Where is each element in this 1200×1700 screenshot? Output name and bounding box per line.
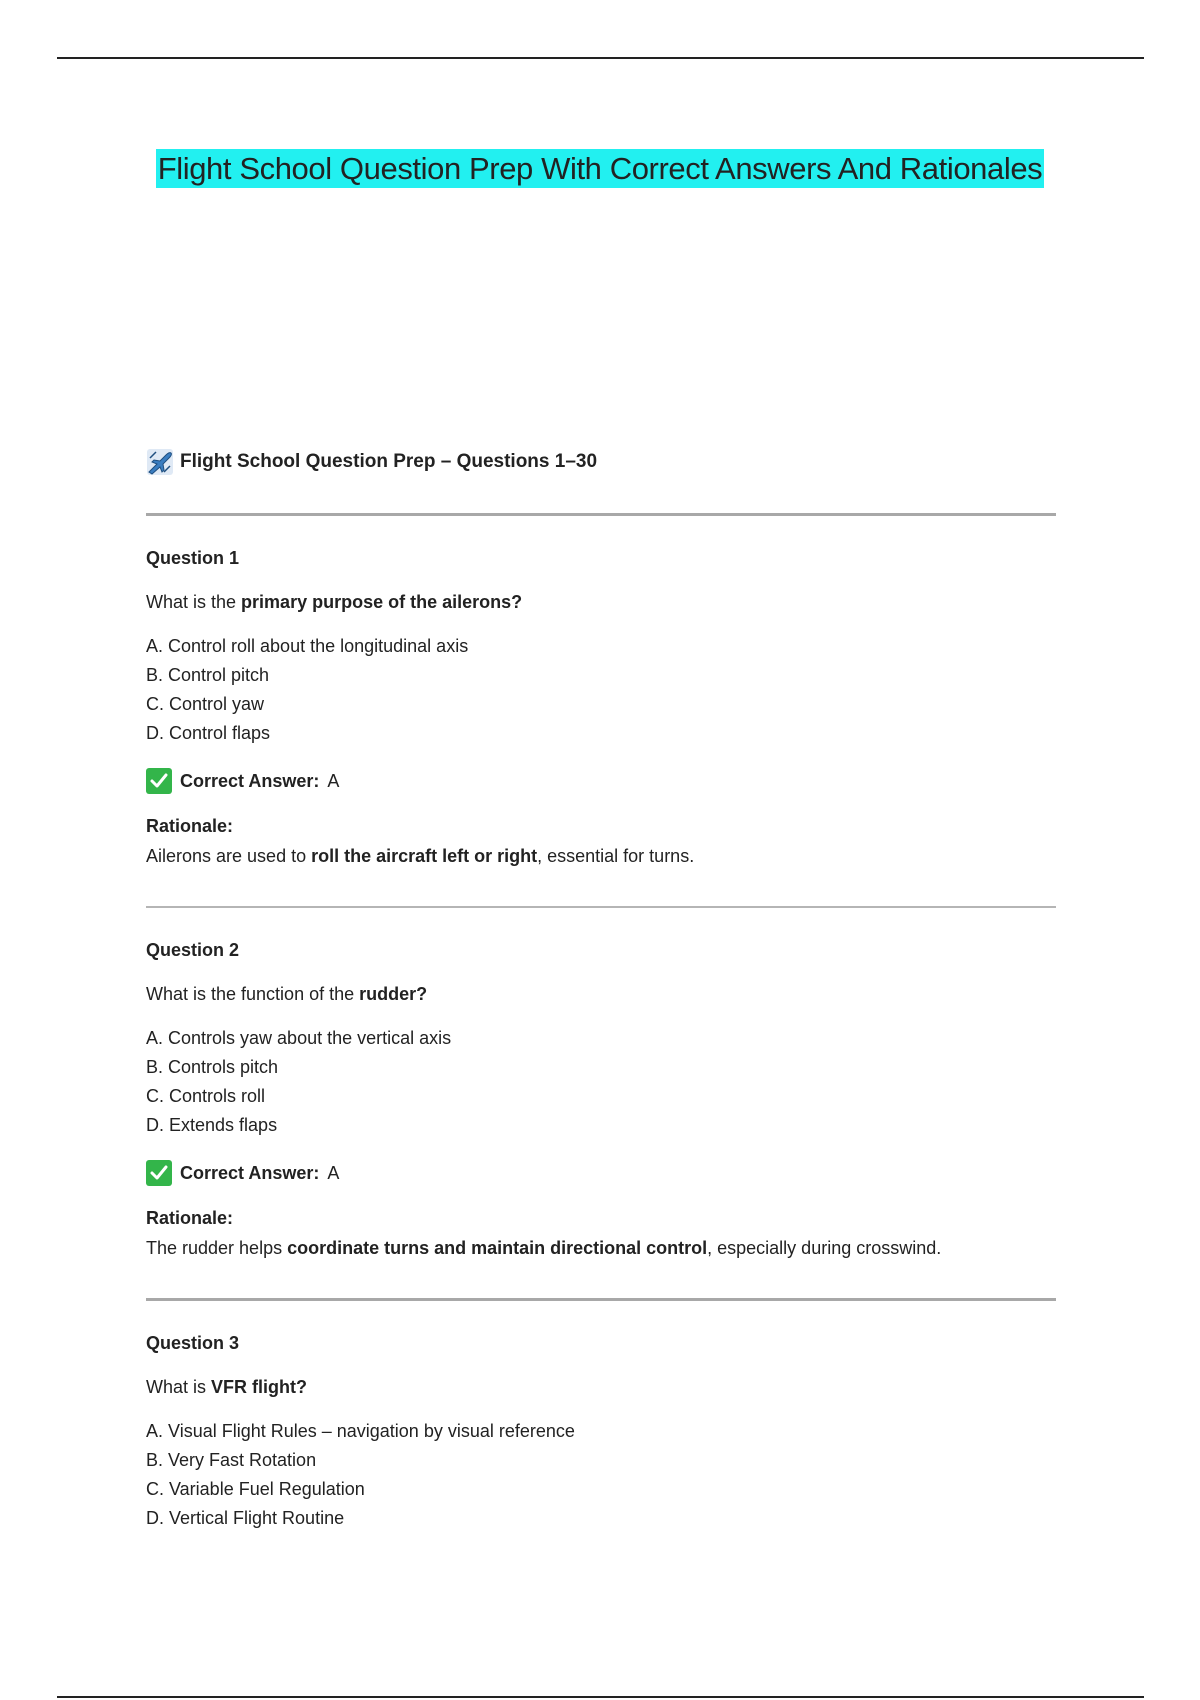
correct-answer-value: A bbox=[327, 771, 340, 791]
question-block bbox=[146, 908, 1056, 1298]
options-list bbox=[146, 1417, 1056, 1533]
correct-answer-row bbox=[146, 1160, 1056, 1186]
checkmark-icon bbox=[146, 1160, 172, 1186]
option-a: A. Control roll about the longitudinal axis bbox=[146, 636, 469, 656]
question-block bbox=[146, 1301, 1056, 1571]
document-title: Flight School Question Prep With Correct Answers And Rationales bbox=[157, 151, 1043, 186]
rationale-text bbox=[146, 844, 1056, 868]
options-list bbox=[146, 632, 1056, 748]
page-bottom-rule bbox=[57, 1696, 1144, 1698]
option-b: B. Control pitch bbox=[146, 665, 270, 685]
document-title-block bbox=[150, 146, 1050, 192]
option-c: C. Variable Fuel Regulation bbox=[146, 1479, 365, 1499]
question-text-bold: primary purpose of the ailerons? bbox=[241, 592, 523, 612]
question-label: Question 2 bbox=[146, 940, 240, 960]
question-text-plain: What is the function of the bbox=[146, 984, 360, 1004]
option-a: A. Visual Flight Rules – navigation by visual reference bbox=[146, 1421, 575, 1441]
option-a: A. Controls yaw about the vertical axis bbox=[146, 1028, 452, 1048]
correct-answer-row bbox=[146, 768, 1056, 794]
page-top-rule bbox=[57, 57, 1144, 59]
option-c: C. Controls roll bbox=[146, 1086, 266, 1106]
question-text bbox=[146, 1375, 1056, 1399]
section-heading-text: Flight School Question Prep – Questions 1–30 bbox=[180, 451, 598, 472]
question-text-bold: rudder? bbox=[359, 984, 428, 1004]
option-b: B. Very Fast Rotation bbox=[146, 1450, 317, 1470]
question-text-bold: VFR flight? bbox=[211, 1377, 307, 1397]
question-block bbox=[146, 516, 1056, 906]
question-text-plain: What is the bbox=[146, 592, 242, 612]
correct-answer-value: A bbox=[327, 1163, 340, 1183]
option-c: C. Control yaw bbox=[146, 694, 265, 714]
question-text bbox=[146, 590, 1056, 614]
correct-answer-label: Correct Answer: bbox=[180, 1163, 320, 1183]
rationale-text-end: , especially during crosswind. bbox=[707, 1238, 942, 1258]
rationale-text bbox=[146, 1236, 1056, 1260]
rationale-text-plain: Ailerons are used to bbox=[146, 846, 312, 866]
rationale-label: Rationale: bbox=[146, 816, 234, 836]
rationale-text-plain: The rudder helps bbox=[146, 1238, 288, 1258]
question-label: Question 1 bbox=[146, 548, 240, 568]
checkmark-icon bbox=[146, 768, 172, 794]
question-text-plain: What is bbox=[146, 1377, 212, 1397]
option-d: D. Vertical Flight Routine bbox=[146, 1508, 345, 1528]
rationale-label: Rationale: bbox=[146, 1208, 234, 1228]
rationale-text-bold: roll the aircraft left or right bbox=[311, 846, 538, 866]
rationale-text-end: , essential for turns. bbox=[537, 846, 695, 866]
option-d: D. Extends flaps bbox=[146, 1115, 278, 1135]
option-d: D. Control flaps bbox=[146, 723, 271, 743]
questions-list bbox=[146, 513, 1056, 1571]
question-text bbox=[146, 982, 1056, 1006]
question-label: Question 3 bbox=[146, 1333, 240, 1353]
options-list bbox=[146, 1024, 1056, 1140]
section-heading bbox=[146, 448, 597, 476]
airplane-icon bbox=[146, 448, 174, 476]
rationale-text-bold: coordinate turns and maintain directional control bbox=[287, 1238, 708, 1258]
option-b: B. Controls pitch bbox=[146, 1057, 279, 1077]
correct-answer-label: Correct Answer: bbox=[180, 771, 320, 791]
